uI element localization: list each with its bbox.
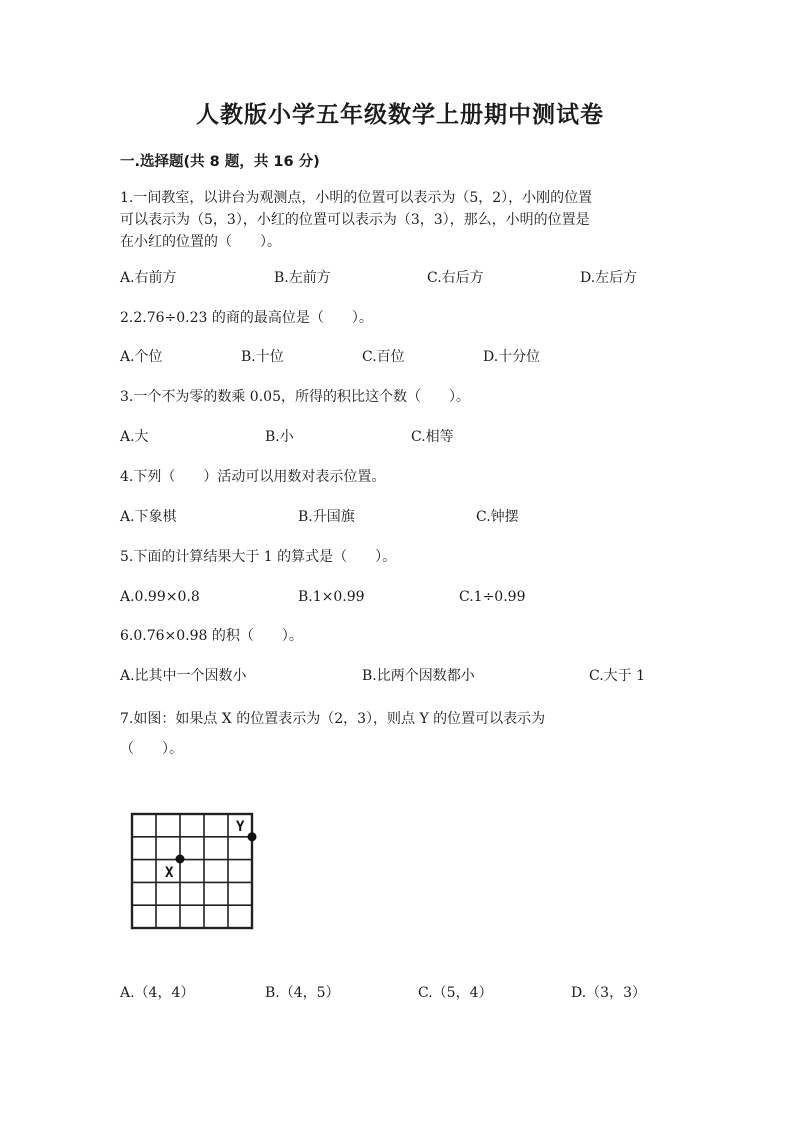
question-2 xyxy=(120,307,680,329)
question-line: 可以表示为（5，3），小红的位置可以表示为（3，3），那么，小明的位置是 xyxy=(120,212,590,228)
option-a[interactable]: A.个位 xyxy=(120,349,163,365)
question-line: 2.2.76÷0.23 的商的最高位是（ ）。 xyxy=(120,310,373,326)
label-x: X xyxy=(165,865,174,881)
option-b[interactable]: B.比两个因数都小 xyxy=(362,668,475,684)
option-a[interactable]: A.大 xyxy=(120,429,149,445)
question-line: 在小红的位置的（ ）。 xyxy=(120,234,281,250)
option-b[interactable]: B.小 xyxy=(265,429,294,445)
option-b[interactable]: B.（4，5） xyxy=(265,985,340,1001)
coordinate-grid-figure xyxy=(128,808,268,938)
option-c[interactable]: C.1÷0.99 xyxy=(459,589,526,605)
question-line: 5.下面的计算结果大于 1 的算式是（ ）。 xyxy=(120,549,397,565)
question-line: 3.一个不为零的数乘 0.05，所得的积比这个数（ ）。 xyxy=(120,389,470,405)
option-b[interactable]: B.左前方 xyxy=(274,270,331,286)
option-d[interactable]: D.左后方 xyxy=(580,270,638,286)
question-7 xyxy=(120,704,680,764)
section-heading: 一.选择题(共 8 题，共 16 分) xyxy=(120,154,320,170)
option-d[interactable]: D.十分位 xyxy=(483,349,541,365)
option-b[interactable]: B.升国旗 xyxy=(298,509,355,525)
option-c[interactable]: C.右后方 xyxy=(427,270,484,286)
option-c[interactable]: C.百位 xyxy=(362,349,405,365)
question-5 xyxy=(120,546,680,568)
question-line: 4.下列（ ）活动可以用数对表示位置。 xyxy=(120,469,386,485)
question-4 xyxy=(120,466,680,488)
option-a[interactable]: A.0.99×0.8 xyxy=(120,589,200,605)
option-b[interactable]: B.十位 xyxy=(241,349,284,365)
page-title: 人教版小学五年级数学上册期中测试卷 xyxy=(196,102,604,128)
question-line: 7.如图：如果点 X 的位置表示为（2，3），则点 Y 的位置可以表示为 xyxy=(120,711,546,727)
option-c[interactable]: C.（5，4） xyxy=(418,985,493,1001)
point-x xyxy=(176,855,185,864)
question-line: 6.0.76×0.98 的积（ ）。 xyxy=(120,628,303,644)
option-a[interactable]: A.（4，4） xyxy=(120,985,195,1001)
grid-lines xyxy=(132,814,252,928)
option-b[interactable]: B.1×0.99 xyxy=(298,589,365,605)
option-c[interactable]: C.钟摆 xyxy=(476,509,519,525)
question-1 xyxy=(120,187,680,253)
option-a[interactable]: A.比其中一个因数小 xyxy=(120,668,247,684)
option-c[interactable]: C.相等 xyxy=(411,429,454,445)
question-line: 1.一间教室，以讲台为观测点，小明的位置可以表示为（5，2），小刚的位置 xyxy=(120,190,593,206)
option-c[interactable]: C.大于 1 xyxy=(589,668,646,684)
question-6 xyxy=(120,625,680,647)
label-y: Y xyxy=(236,819,245,835)
option-a[interactable]: A.下象棋 xyxy=(120,509,177,525)
point-y xyxy=(248,832,257,841)
question-3 xyxy=(120,386,680,408)
option-a[interactable]: A.右前方 xyxy=(120,270,177,286)
question-line: （ ）。 xyxy=(120,741,183,757)
option-d[interactable]: D.（3，3） xyxy=(571,985,646,1001)
